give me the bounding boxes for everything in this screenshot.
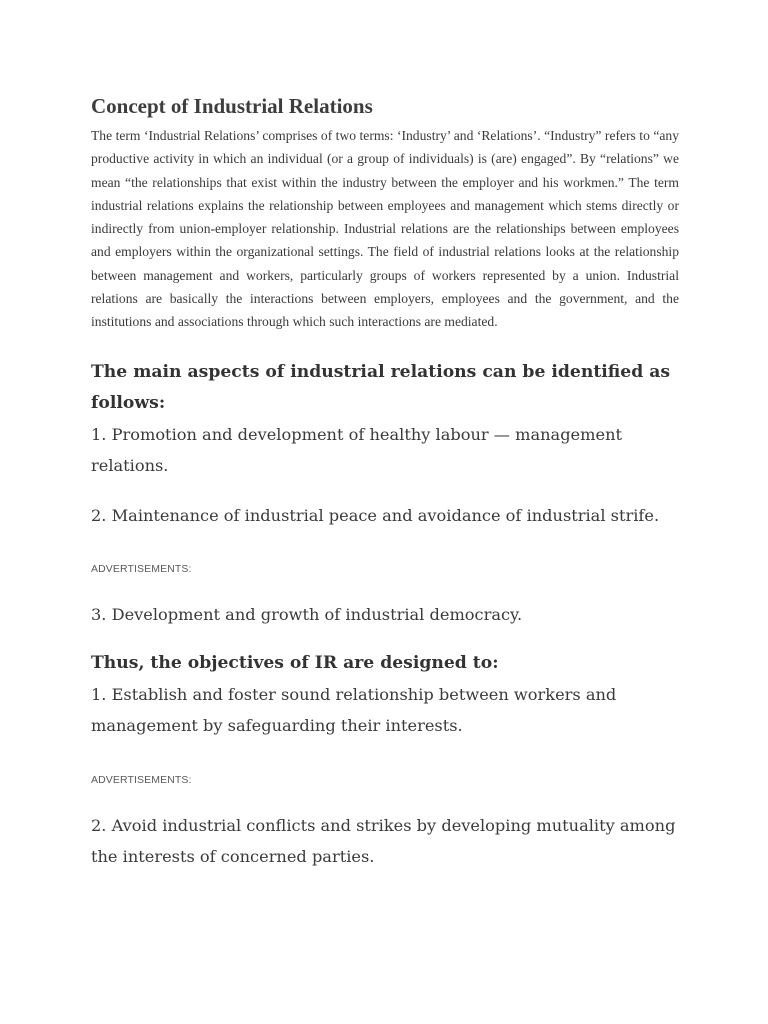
objectives-heading: Thus, the objectives of IR are designed to: — [91, 653, 499, 673]
aspect-item-3: 3. Development and growth of industrial democracy. — [91, 605, 523, 624]
article-title: Concept of Industrial Relations — [91, 94, 373, 118]
aspects-heading: The main aspects of industrial relations can be identified as follows: — [91, 362, 671, 413]
objective-item-1: 1. Establish and foster sound relationship between workers and management by safeguarding their interests. — [91, 685, 617, 735]
advertisement-label: ADVERTISEMENTS: — [91, 563, 192, 575]
objective-item-2: 2. Avoid industrial conflicts and strikes by developing mutuality among the interests of concerned parties. — [91, 816, 676, 866]
advertisement-label: ADVERTISEMENTS: — [91, 774, 192, 786]
intro-paragraph: The term ‘Industrial Relations’ comprises of two terms: ‘Industry’ and ‘Relations’. “Industry” refers to “any productive activity in which an individual (or a group of individuals) is (are) engaged”. By “relations” we mean “the relationships that exist within the industry between the employer and his workmen.” The term industrial relations explains the relationship between employees and management which stems directly or indirectly from union-employer relationship. Industrial relations are the relationships between employees and employers within the organizational settings. The field of industrial relations looks at the relationship between management and workers, particularly groups of workers represented by a union. Industrial relations are basically the interactions between employers, employees and the government, and the institutions and associations through which such interactions are mediated. — [91, 128, 679, 330]
aspect-item-1: 1. Promotion and development of healthy labour — management relations. — [91, 425, 622, 475]
aspect-item-2: 2. Maintenance of industrial peace and avoidance of industrial strife. — [91, 506, 660, 525]
